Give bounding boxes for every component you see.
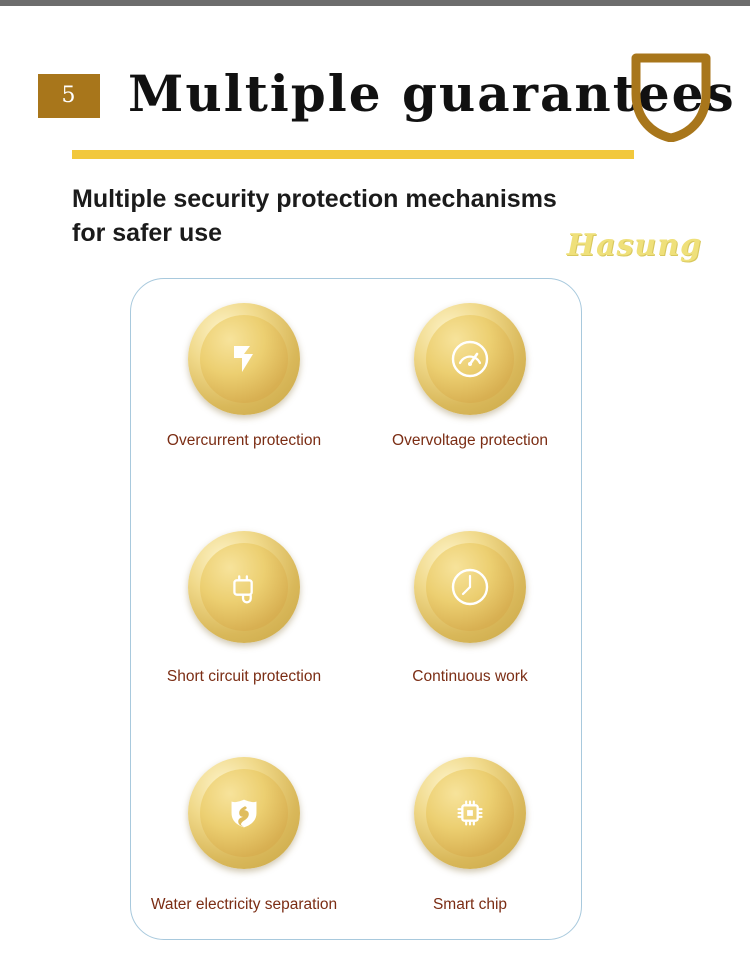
clock-icon <box>446 563 494 611</box>
feature-item <box>131 737 357 957</box>
shield-icon <box>630 50 712 142</box>
feature-label: Short circuit protection <box>166 668 322 685</box>
badge-inner-disc <box>200 315 288 403</box>
lightning-bolt-icon <box>222 337 266 381</box>
subtitle <box>72 182 652 250</box>
top-divider-rule <box>0 0 750 6</box>
feature-label: Overvoltage protection <box>392 432 548 449</box>
feature-item <box>357 737 583 957</box>
badge-inner-disc <box>426 769 514 857</box>
page-header <box>0 32 750 172</box>
water-drop-shield-icon <box>221 790 267 836</box>
step-number-badge: 5 <box>38 74 100 118</box>
gauge-meter-icon <box>446 335 494 383</box>
feature-label: Water electricity separation <box>150 896 338 913</box>
feature-label: Overcurrent protection <box>166 432 322 449</box>
page-title: Multiple guarantees <box>128 64 736 123</box>
feature-item <box>131 283 357 503</box>
features-panel <box>130 278 582 940</box>
feature-badge <box>188 757 300 869</box>
feature-badge <box>414 531 526 643</box>
feature-badge <box>414 757 526 869</box>
badge-inner-disc <box>426 543 514 631</box>
feature-item <box>131 511 357 731</box>
badge-inner-disc <box>200 769 288 857</box>
badge-inner-disc <box>200 543 288 631</box>
microchip-icon <box>447 790 493 836</box>
feature-item <box>357 511 583 731</box>
title-underline <box>72 150 634 159</box>
features-grid <box>131 279 583 941</box>
feature-label: Continuous work <box>412 668 528 685</box>
feature-badge <box>188 531 300 643</box>
badge-inner-disc <box>426 315 514 403</box>
feature-label: Smart chip <box>432 896 508 913</box>
subtitle-line-1: Multiple security protection mechanisms <box>72 185 557 213</box>
feature-badge <box>188 303 300 415</box>
feature-item <box>357 283 583 503</box>
power-plug-icon <box>221 564 267 610</box>
brand-logo-text: Hasung <box>566 228 702 263</box>
feature-badge <box>414 303 526 415</box>
subtitle-line-2: for safer use <box>72 219 223 247</box>
